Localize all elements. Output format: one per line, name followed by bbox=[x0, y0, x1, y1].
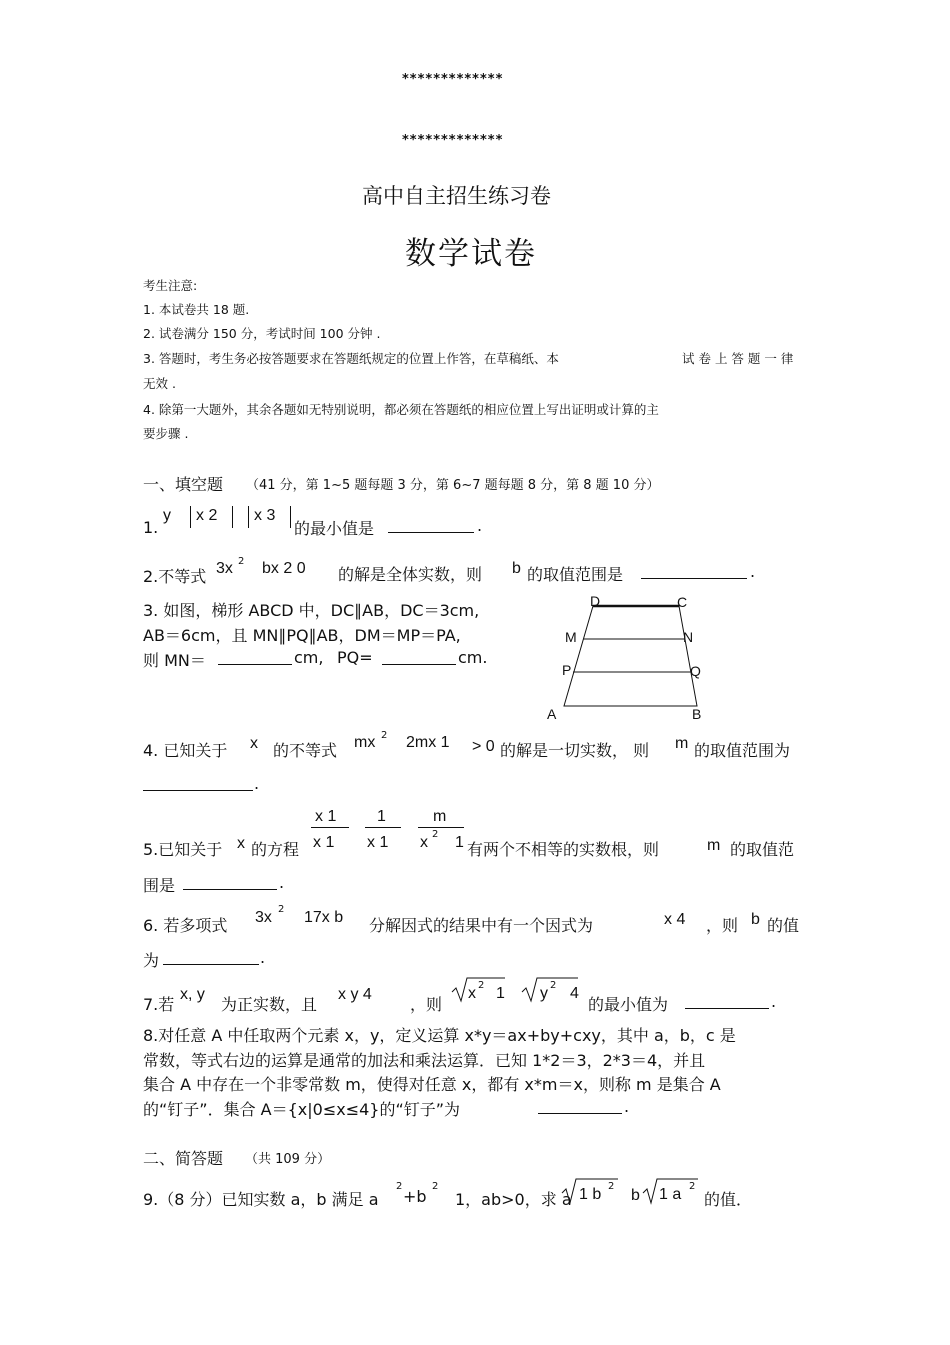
q1-end: . bbox=[477, 516, 483, 535]
q6-term-a: 3x bbox=[255, 909, 272, 926]
label-c: C bbox=[677, 594, 688, 610]
header-stars-bottom: ************* bbox=[402, 133, 504, 148]
q5-x: x bbox=[237, 835, 245, 852]
q7-end: . bbox=[771, 992, 777, 1011]
q4-text2: 的取值范围为 bbox=[694, 741, 791, 760]
q9-r2: 1 a bbox=[659, 1186, 682, 1203]
q1-abs-bar bbox=[290, 506, 291, 528]
q9-r1: 1 b bbox=[579, 1186, 602, 1203]
q5-frac1-bar bbox=[311, 827, 349, 828]
q5-frac1-num: x 1 bbox=[315, 808, 337, 825]
q2-answer-blank[interactable] bbox=[641, 562, 747, 579]
q4-gt-zero: > 0 bbox=[472, 738, 495, 755]
q2-var: b bbox=[512, 560, 521, 577]
section-1-detail: （41 分，第 1~5 题每题 3 分，第 6~7 题每题 8 分，第 8 题 10 分） bbox=[246, 478, 660, 493]
q3-unit-2: cm. bbox=[458, 648, 488, 667]
q9-plus: +b bbox=[403, 1187, 427, 1206]
label-d: D bbox=[590, 593, 601, 609]
q4-answer-blank[interactable] bbox=[143, 774, 253, 791]
q2-text2: 的取值范围是 bbox=[527, 565, 624, 584]
q6-factor: x 4 bbox=[664, 911, 686, 928]
note-4: 4. 除第一大题外，其余各题如无特别说明，都必须在答题纸的相应位置上写出证明或计算的主 bbox=[143, 402, 659, 417]
q8-end: . bbox=[624, 1097, 630, 1116]
q6-term-b: 17x b bbox=[304, 909, 344, 926]
q2-text: 的解是全体实数，则 bbox=[338, 565, 483, 584]
section-2-title: 二、简答题 bbox=[143, 1149, 224, 1168]
q1-abs-2: x 3 bbox=[254, 507, 276, 524]
q5-frac3-den: x bbox=[420, 834, 428, 851]
q8-line-3: 集合 A 中存在一个非零常数 m，使得对任意 x，都有 x*m＝x，则称 m 是集合 A bbox=[143, 1075, 721, 1094]
q8-line-4: 的“钉子”．集合 A＝{x|0≤x≤4}的“钉子”为 bbox=[143, 1100, 461, 1119]
q1-number: 1. bbox=[143, 518, 159, 537]
q5-frac3-bar bbox=[418, 827, 464, 828]
q5-text2: 的取值范 bbox=[730, 840, 795, 859]
q7-r1-exp: 2 bbox=[478, 980, 485, 991]
label-a: A bbox=[547, 706, 557, 722]
q9-r1-exp: 2 bbox=[608, 1181, 615, 1192]
q1-text: 的最小值是 bbox=[294, 519, 375, 538]
q4-mid: 的不等式 bbox=[273, 741, 338, 760]
q5-frac3-den-b: 1 bbox=[455, 834, 464, 851]
q7-r2b: 4 bbox=[570, 985, 579, 1002]
q2-exp: 2 bbox=[238, 556, 245, 567]
note-3-cont: 试 卷 上 答 题 一 律 bbox=[682, 351, 794, 366]
q7-text2: ，则 bbox=[410, 995, 443, 1014]
exam-subtitle: 高中自主招生练习卷 bbox=[362, 184, 551, 208]
q5-lead: 5.已知关于 bbox=[143, 840, 223, 859]
label-q: Q bbox=[690, 663, 701, 679]
q7-text3: 的最小值为 bbox=[588, 995, 669, 1014]
note-3-end: 无效 . bbox=[143, 376, 176, 391]
q1-answer-blank[interactable] bbox=[388, 516, 474, 533]
q5-answer-blank[interactable] bbox=[183, 873, 277, 890]
q1-abs-bar bbox=[190, 506, 191, 528]
q3-line-3b: PQ= bbox=[337, 648, 373, 667]
note-2: 2. 试卷满分 150 分，考试时间 100 分钟 . bbox=[143, 326, 381, 341]
q7-answer-blank[interactable] bbox=[685, 992, 769, 1009]
q5-mid: 的方程 bbox=[251, 840, 300, 859]
q7-r1b: 1 bbox=[496, 985, 505, 1002]
q1-abs-bar bbox=[232, 506, 233, 528]
q6-lead: 6. 若多项式 bbox=[143, 916, 228, 935]
q6-text2: ，则 bbox=[706, 916, 739, 935]
q6-end: . bbox=[260, 948, 266, 967]
q9-lead: 9.（8 分）已知实数 a，b 满足 a bbox=[143, 1190, 379, 1209]
q3-line-3a: 则 MN＝ bbox=[143, 651, 206, 670]
section-2-detail: （共 109 分） bbox=[245, 1152, 331, 1167]
label-n: N bbox=[683, 629, 694, 645]
q7-r2: y bbox=[540, 985, 548, 1002]
q4-exp: 2 bbox=[381, 730, 388, 741]
q5-text: 有两个不相等的实数根，则 bbox=[467, 840, 660, 859]
q7-r1: x bbox=[468, 985, 476, 1002]
q5-line-2: 围是 bbox=[143, 876, 176, 895]
q2-lead: 2.不等式 bbox=[143, 567, 207, 586]
section-1-title: 一、填空题 bbox=[143, 475, 224, 494]
q1-abs-1: x 2 bbox=[196, 507, 218, 524]
q6-text3: 的值 bbox=[767, 916, 800, 935]
q4-m: m bbox=[675, 735, 689, 752]
q6-line-2: 为 bbox=[143, 951, 160, 970]
header-stars-top: ************* bbox=[402, 72, 504, 87]
q3-line-1: 3. 如图，梯形 ABCD 中，DC∥AB，DC＝3cm, bbox=[143, 601, 480, 620]
q4-text: 的解是一切实数， 则 bbox=[500, 741, 650, 760]
q5-frac2-num: 1 bbox=[377, 808, 386, 825]
q4-term-b: 2mx 1 bbox=[406, 734, 450, 751]
note-1: 1. 本试卷共 18 题. bbox=[143, 302, 250, 317]
notes-heading: 考生注意: bbox=[143, 278, 198, 293]
trapezoid-figure bbox=[540, 590, 720, 725]
label-b: B bbox=[692, 706, 702, 722]
q3-line-2: AB＝6cm，且 MN∥PQ∥AB，DM＝MP＝PA, bbox=[143, 626, 461, 645]
q5-frac2-den: x 1 bbox=[367, 834, 389, 851]
q2-term-b: bx 2 0 bbox=[262, 560, 306, 577]
q9-r2-exp: 2 bbox=[689, 1181, 696, 1192]
q7-eq: x y 4 bbox=[338, 986, 372, 1003]
q4-term-a: mx bbox=[354, 734, 376, 751]
q5-end: . bbox=[279, 873, 285, 892]
q7-xy: x, y bbox=[180, 986, 205, 1003]
q2-end: . bbox=[750, 562, 756, 581]
q9-exp-1: 2 bbox=[396, 1181, 403, 1192]
q5-frac3-exp: 2 bbox=[432, 829, 439, 840]
q4-x: x bbox=[250, 735, 258, 752]
q7-lead: 7.若 bbox=[143, 995, 175, 1014]
q7-text1: 为正实数，且 bbox=[221, 995, 318, 1014]
q6-answer-blank[interactable] bbox=[163, 948, 259, 965]
q9-end: 的值． bbox=[704, 1190, 753, 1209]
q6-text: 分解因式的结果中有一个因式为 bbox=[369, 916, 594, 935]
q3-answer-blank-mn[interactable] bbox=[218, 648, 292, 665]
q1-abs-bar bbox=[248, 506, 249, 528]
q3-unit-1: cm, bbox=[294, 648, 324, 667]
q8-answer-blank[interactable] bbox=[538, 1097, 622, 1114]
q4-lead: 4. 已知关于 bbox=[143, 741, 228, 760]
exam-title: 数学试卷 bbox=[405, 236, 537, 272]
q9-exp-2: 2 bbox=[432, 1181, 439, 1192]
q9-text: 1，ab>0，求 a bbox=[455, 1190, 572, 1209]
note-4-end: 要步骤 . bbox=[143, 426, 189, 441]
q2-term-a: 3x bbox=[216, 560, 233, 577]
q7-r2-exp: 2 bbox=[550, 980, 557, 991]
q3-answer-blank-pq[interactable] bbox=[382, 648, 456, 665]
q1-y: y bbox=[163, 507, 171, 524]
q4-end: . bbox=[254, 774, 260, 793]
note-3: 3. 答题时，考生务必按答题要求在答题纸规定的位置上作答，在草稿纸、本 bbox=[143, 351, 559, 366]
trapezoid-outline bbox=[564, 606, 697, 706]
q5-m: m bbox=[707, 837, 721, 854]
q6-exp: 2 bbox=[278, 904, 285, 915]
label-p: P bbox=[562, 662, 572, 678]
label-m: M bbox=[565, 629, 577, 645]
q5-frac3-num: m bbox=[433, 808, 447, 825]
q8-line-2: 常数，等式右边的运算是通常的加法和乘法运算．已知 1*2＝3，2*3＝4，并且 bbox=[143, 1051, 706, 1070]
q5-frac2-bar bbox=[365, 827, 401, 828]
q8-line-1: 8.对任意 A 中任取两个元素 x，y，定义运算 x*y＝ax+by+cxy，其中 a，b，c 是 bbox=[143, 1026, 736, 1045]
q5-frac1-den: x 1 bbox=[313, 834, 335, 851]
q9-mid: b bbox=[631, 1187, 640, 1204]
q6-b: b bbox=[751, 911, 760, 928]
